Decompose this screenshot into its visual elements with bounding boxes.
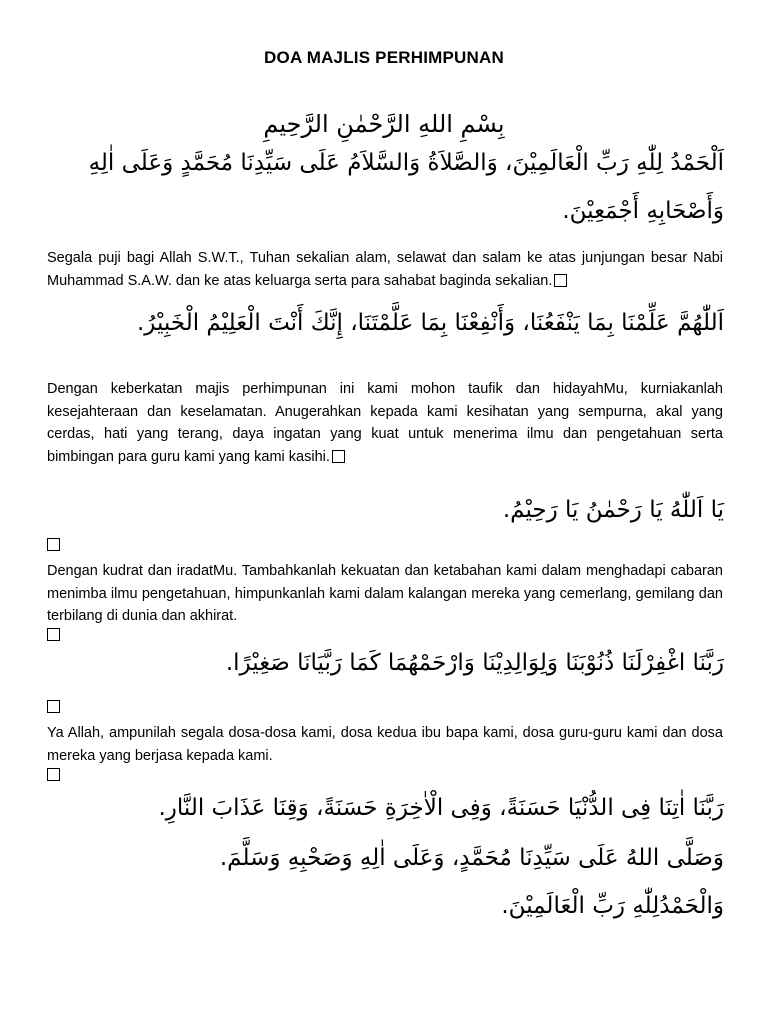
checkbox-icon [47, 768, 60, 781]
checkbox-icon [554, 274, 567, 287]
closing-arabic-line-3: وَالْحَمْدُلِلّٰهِ رَبِّ الْعَالَمِيْنَ. [501, 893, 724, 919]
strength-translation: Dengan kudrat dan iradatMu. Tambahkanlah kekuatan dan ketabahan kami dalam menghadapi cabaran menimba ilmu pengetahuan, himpunkanlah kami dalam kalangan mereka yang cemerlang, gemilang dan terbilang di dunia dan akhirat. [47, 563, 723, 624]
closing-arabic-line-1: رَبَّنَا اٰتِنَا فِى الدُّنْيَا حَسَنَةً، وَفِى الْاٰخِرَةِ حَسَنَةً، وَقِنَا عَذَابَ النَّارِ. [158, 795, 724, 821]
knowledge-arabic: اَللّٰهُمَّ عَلِّمْنَا بِمَا يَنْفَعُنَا، وَأَنْفِعْنَا بِمَا عَلَّمْتَنَا، إِنَّكَ أَنْتَ الْعَلِيْمُ الْخَبِيْرُ. [136, 310, 724, 336]
opening-translation [47, 247, 723, 292]
opening-arabic-line-1: اَلْحَمْدُ لِلّٰهِ رَبِّ الْعَالَمِيْنَ، وَالصَّلاَةُ وَالسَّلاَمُ عَلَى سَيِّدِنَا مُحَمَّدٍ وَعَلَى اٰلِهِ [88, 150, 724, 176]
page-title: DOA MAJLIS PERHIMPUNAN [264, 48, 504, 67]
forgive-translation: Ya Allah, ampunilah segala dosa-dosa kami, dosa kedua ibu bapa kami, dosa guru-guru kami dan dosa mereka yang berjasa kepada kami. [47, 725, 723, 764]
checkbox-icon [47, 538, 60, 551]
knowledge-translation-text: Dengan keberkatan majis perhimpunan ini kami mohon taufik dan hidayahMu, kurniakanlah kesejahteraan dan keselamatan. Anugerahkan kepada kami kesihatan yang sempurna, akal yang cerdas, hati yang terang, daya ingatan yang kuat untuk menerima ilmu dan pengetahuan serta bimbingan para guru kami yang kami kasihi. [47, 381, 723, 465]
opening-translation-text: Segala puji bagi Allah S.W.T., Tuhan sekalian alam, selawat dan salam ke atas junjungan besar Nabi Muhammad S.A.W. dan ke atas keluarga serta para sahabat baginda sekalian. [47, 250, 723, 289]
checkbox-icon [332, 450, 345, 463]
checkbox-icon [47, 700, 60, 713]
basmalah: بِسْمِ اللهِ الرَّحْمٰنِ الرَّحِيمِ [263, 110, 505, 138]
checkbox-icon [47, 628, 60, 641]
closing-arabic-line-2: وَصَلَّى اللهُ عَلَى سَيِّدِنَا مُحَمَّدٍ، وَعَلَى اٰلِهِ وَصَحْبِهِ وَسَلَّمَ. [219, 845, 724, 871]
knowledge-translation [47, 378, 723, 468]
ya-allah-arabic: يَا اَللّٰهُ يَا رَحْمٰنُ يَا رَحِيْمُ. [502, 497, 724, 523]
opening-arabic-line-2: وَأَصْحَابِهِ أَجْمَعِيْنَ. [562, 198, 724, 224]
forgive-arabic: رَبَّنَا اغْفِرْلَنَا ذُنُوْبَنَا وَلِوَالِدِيْنَا وَارْحَمْهُمَا كَمَا رَبَّيَانَا صَغِيْرًا. [225, 650, 724, 676]
